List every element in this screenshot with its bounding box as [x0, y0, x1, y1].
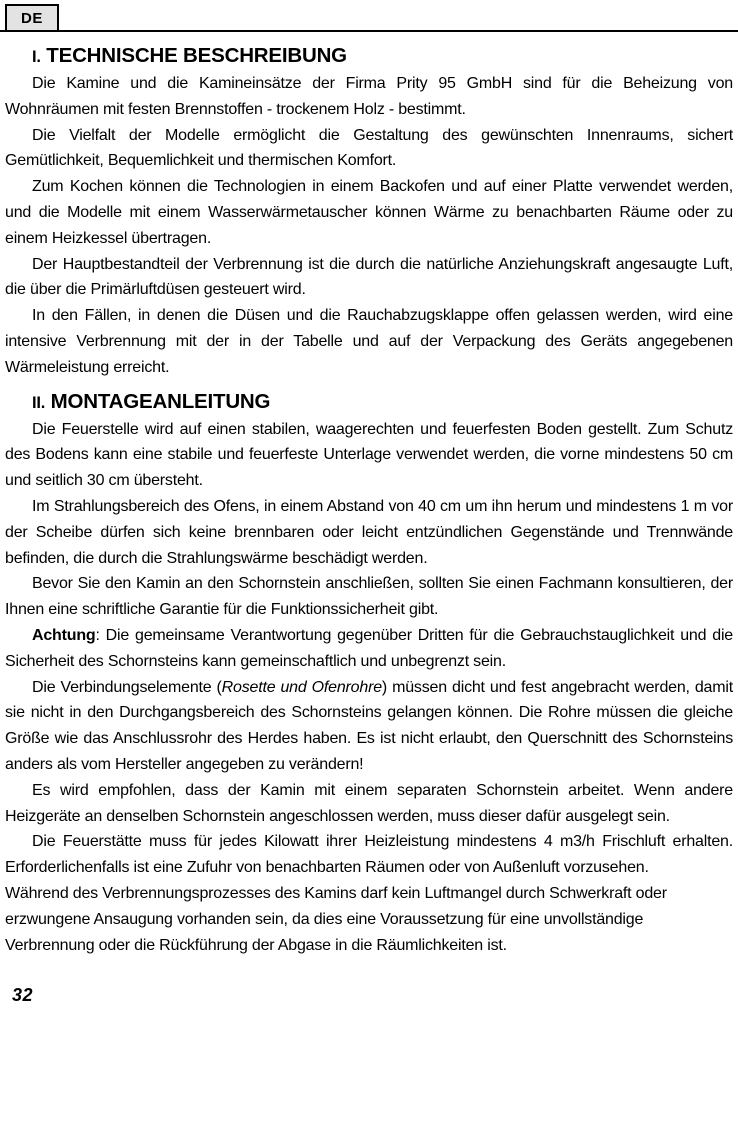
verbindung-italic-run: Rosette und Ofenrohre: [221, 678, 382, 696]
page-number: 32: [12, 985, 34, 1006]
section-1-title: TECHNISCHE BESCHREIBUNG: [46, 44, 347, 67]
verbindung-text-before: Die Verbindungselemente (: [32, 678, 222, 696]
achtung-text: : Die gemeinsame Verantwortung gegenüber Dritten für die Gebrauchstauglichkeit und die Sicherheit des Schornsteins kann gemeinschaftlich und unbegrenzt sein.: [5, 626, 733, 670]
achtung-bold-label: Achtung: [32, 626, 96, 644]
paragraph: Die Kamine und die Kamineinsätze der Firma Prity 95 GmbH sind für die Beheizung von Wohnräumen mit festen Brennstoffen - trockenem Holz - bestimmt.: [5, 75, 733, 118]
paragraph: Der Hauptbestandteil der Verbrennung ist die durch die natürliche Anziehungskraft angesaugte Luft, die über die Primärluftdüsen gesteuert wird.: [5, 255, 733, 299]
section-1-heading: [5, 44, 733, 68]
paragraph: Zum Kochen können die Technologien in einem Backofen und auf einer Platte verwendet werden, und die Modelle mit einem Wasserwärmetauscher können Wärme zu benachbarten Räume oder zu einem Heizkessel übertragen.: [5, 178, 733, 247]
paragraph: Die Feuerstelle wird auf einen stabilen, waagerechten und feuerfesten Boden gestellt. Zum Schutz des Bodens kann eine stabile und feuerfeste Unterlage verwendet werden, die vorne mindestens 50 cm und seitlich 30 cm übersteht.: [5, 420, 733, 490]
section-2-title: MONTAGEANLEITUNG: [50, 389, 271, 413]
paragraph-verbindungselemente: [5, 675, 733, 778]
document-body: [0, 32, 738, 1006]
paragraph: Im Strahlungsbereich des Ofens, in einem Abstand von 40 cm um ihn herum und mindestens 1 m vor der Scheibe dürfen sich keine brennbaren oder leicht entzündlichen Gegenstände und Trennwände befinden, die durch die Strahlungswärme beschädigt werden.: [5, 497, 733, 567]
paragraph: Die Feuerstätte muss für jedes Kilowatt ihrer Heizleistung mindestens 4 m3/h Frischluft erhalten. Erforderlichenfalls ist eine Zufuhr von benachbarten Räumen oder von Außenluft vorzusehen.: [5, 833, 733, 877]
paragraph: Während des Verbrennungsprozesses des Kamins darf kein Luftmangel durch Schwerkraft oder erzwungene Ansaugung vorhanden sein, da dies eine Voraussetzung für eine unvollständige Verbrennung oder die Rückführung der Abgase in die Räumlichkeiten ist.: [5, 884, 667, 954]
verbindung-text-after: ) müssen dicht und fest angebracht werden, damit sie nicht in den Durchgangsbereich des Schornsteins gelangen können. Die Rohre müssen die gleiche Größe wie das Anschlussrohr des Herdes haben. Es ist nicht erlaubt, den Querschnitt des Schornsteins anders als vom Hersteller angegeben zu verändern!: [5, 678, 733, 773]
paragraph: Bevor Sie den Kamin an den Schornstein anschließen, sollten Sie einen Fachmann konsultieren, der Ihnen eine schriftliche Garantie für die Funktionssicherheit gibt.: [5, 575, 733, 619]
section-2-number: II.: [32, 393, 46, 412]
paragraph: In den Fällen, in denen die Düsen und die Rauchabzugsklappe offen gelassen werden, wird eine intensive Verbrennung mit der in der Tabelle und auf der Verpackung des Geräts angegebenen Wärmeleistung erreicht.: [5, 307, 733, 376]
language-tab-de[interactable]: DE: [5, 4, 59, 30]
section-1-number: I.: [32, 48, 41, 66]
paragraph: Die Vielfalt der Modelle ermöglicht die Gestaltung des gewünschten Innenraums, sichert Gemütlichkeit, Bequemlichkeit und thermischen Komfort.: [5, 126, 733, 170]
language-tab-bar: [0, 0, 738, 32]
paragraph-achtung: [5, 623, 733, 675]
section-2-heading: [5, 390, 733, 414]
paragraph: Es wird empfohlen, dass der Kamin mit einem separaten Schornstein arbeitet. Wenn andere Heizgeräte an denselben Schornstein angeschlossen werden, muss dieser dafür ausgelegt sein.: [5, 781, 733, 825]
